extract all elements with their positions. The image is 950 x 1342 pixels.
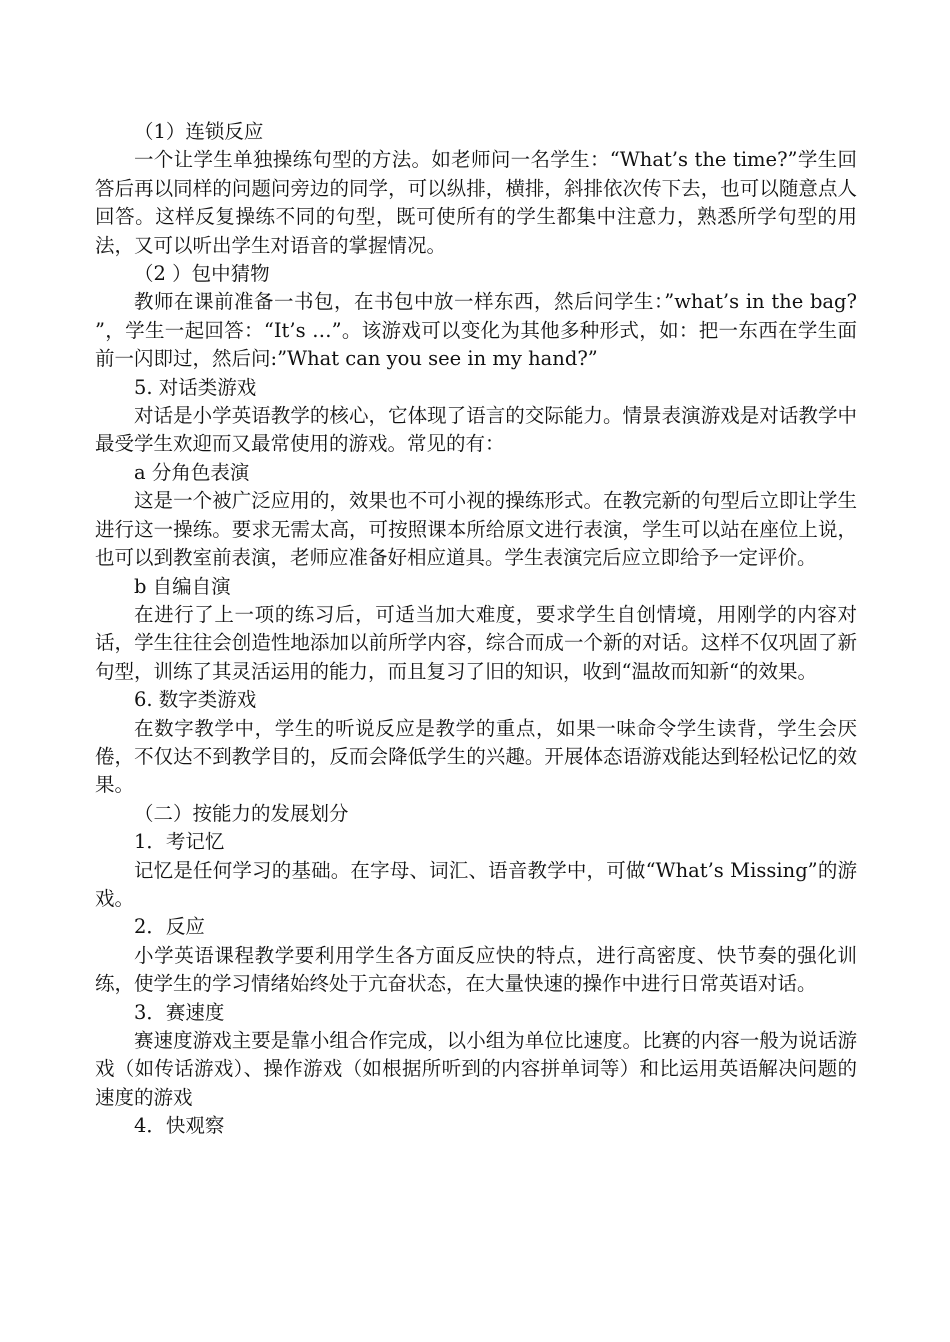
section-heading-number-games: 6. 数字类游戏	[134, 688, 257, 712]
paragraph-self-directed: 在进行了上一项的练习后，可适当加大难度，要求学生自创情境，用刚学的内容对话，学生往往会创造性地添加以前所学内容，综合而成一个新的对话。这样不仅巩固了新句型，训练了其灵活运用的能力，而且复习了旧的知识，收到“温故而知新“的效果。	[95, 602, 857, 683]
paragraph-speed: 赛速度游戏主要是靠小组合作完成，以小组为单位比速度。比赛的内容一般为说话游戏（如传话游戏）、操作游戏（如根据所听到的内容拼单词等）和比运用英语解决问题的速度的游戏	[95, 1029, 857, 1109]
section-heading-chain-reaction: （1）连锁反应	[134, 120, 264, 143]
section-heading-self-directed: b 自编自演	[134, 574, 231, 598]
section-heading-dialogue-games: 5. 对话类游戏	[134, 375, 257, 399]
paragraph-number-games: 在数字教学中，学生的听说反应是教学的重点，如果一味命令学生读背，学生会厌倦，不仅达不到教学目的，反而会降低学生的兴趣。开展体态语游戏能达到轻松记忆的效果。	[95, 716, 857, 797]
paragraph-memory: 记忆是任何学习的基础。在字母、词汇、语音教学中，可做“What’s Missing”的游戏。	[95, 858, 857, 910]
section-heading-reaction: 2．反应	[134, 915, 205, 939]
section-heading-ability-division: （二）按能力的发展划分	[134, 801, 349, 825]
section-heading-observation: 4．快观察	[134, 1114, 225, 1138]
paragraph-reaction: 小学英语课程教学要利用学生各方面反应快的特点，进行高密度、快节奏的强化训练，使学生的学习情绪始终处于亢奋状态，在大量快速的操作中进行日常英语对话。	[95, 943, 857, 996]
document-body	[95, 118, 857, 1141]
paragraph-chain-reaction: 一个让学生单独操练句型的方法。如老师问一名学生：“What’s the time?”学生回答后再以同样的问题问旁边的同学，可以纵排，横排，斜排依次传下去，也可以随意点人回答。这样反复操练不同的句型，既可使所有的学生都集中注意力，熟悉所学句型的用法，又可以听出学生对语音的掌握情况。	[95, 148, 857, 257]
section-heading-speed: 3．赛速度	[134, 1000, 225, 1024]
paragraph-guess-in-bag: 教师在课前准备一书包，在书包中放一样东西，然后问学生：”what’s in the bag? ”，学生一起回答：“It’s …”。该游戏可以变化为其他多种形式，如：把一东西在学生面前一闪即过，然后问:”What can you see in my hand?”	[95, 290, 857, 371]
paragraph-dialogue-games: 对话是小学英语教学的核心，它体现了语言的交际能力。情景表演游戏是对话教学中最受学生欢迎而又最常使用的游戏。常见的有：	[95, 404, 857, 456]
paragraph-role-play: 这是一个被广泛应用的，效果也不可小视的操练形式。在教完新的句型后立即让学生进行这一操练。要求无需太高，可按照课本所给原文进行表演，学生可以站在座位上说，也可以到教室前表演，老师应准备好相应道具。学生表演完后应立即给予一定评价。	[95, 489, 857, 570]
section-heading-role-play: a 分角色表演	[134, 460, 250, 484]
section-heading-guess-in-bag: （2 ）包中猜物	[134, 262, 270, 286]
section-heading-memory: 1．考记忆	[134, 830, 225, 854]
